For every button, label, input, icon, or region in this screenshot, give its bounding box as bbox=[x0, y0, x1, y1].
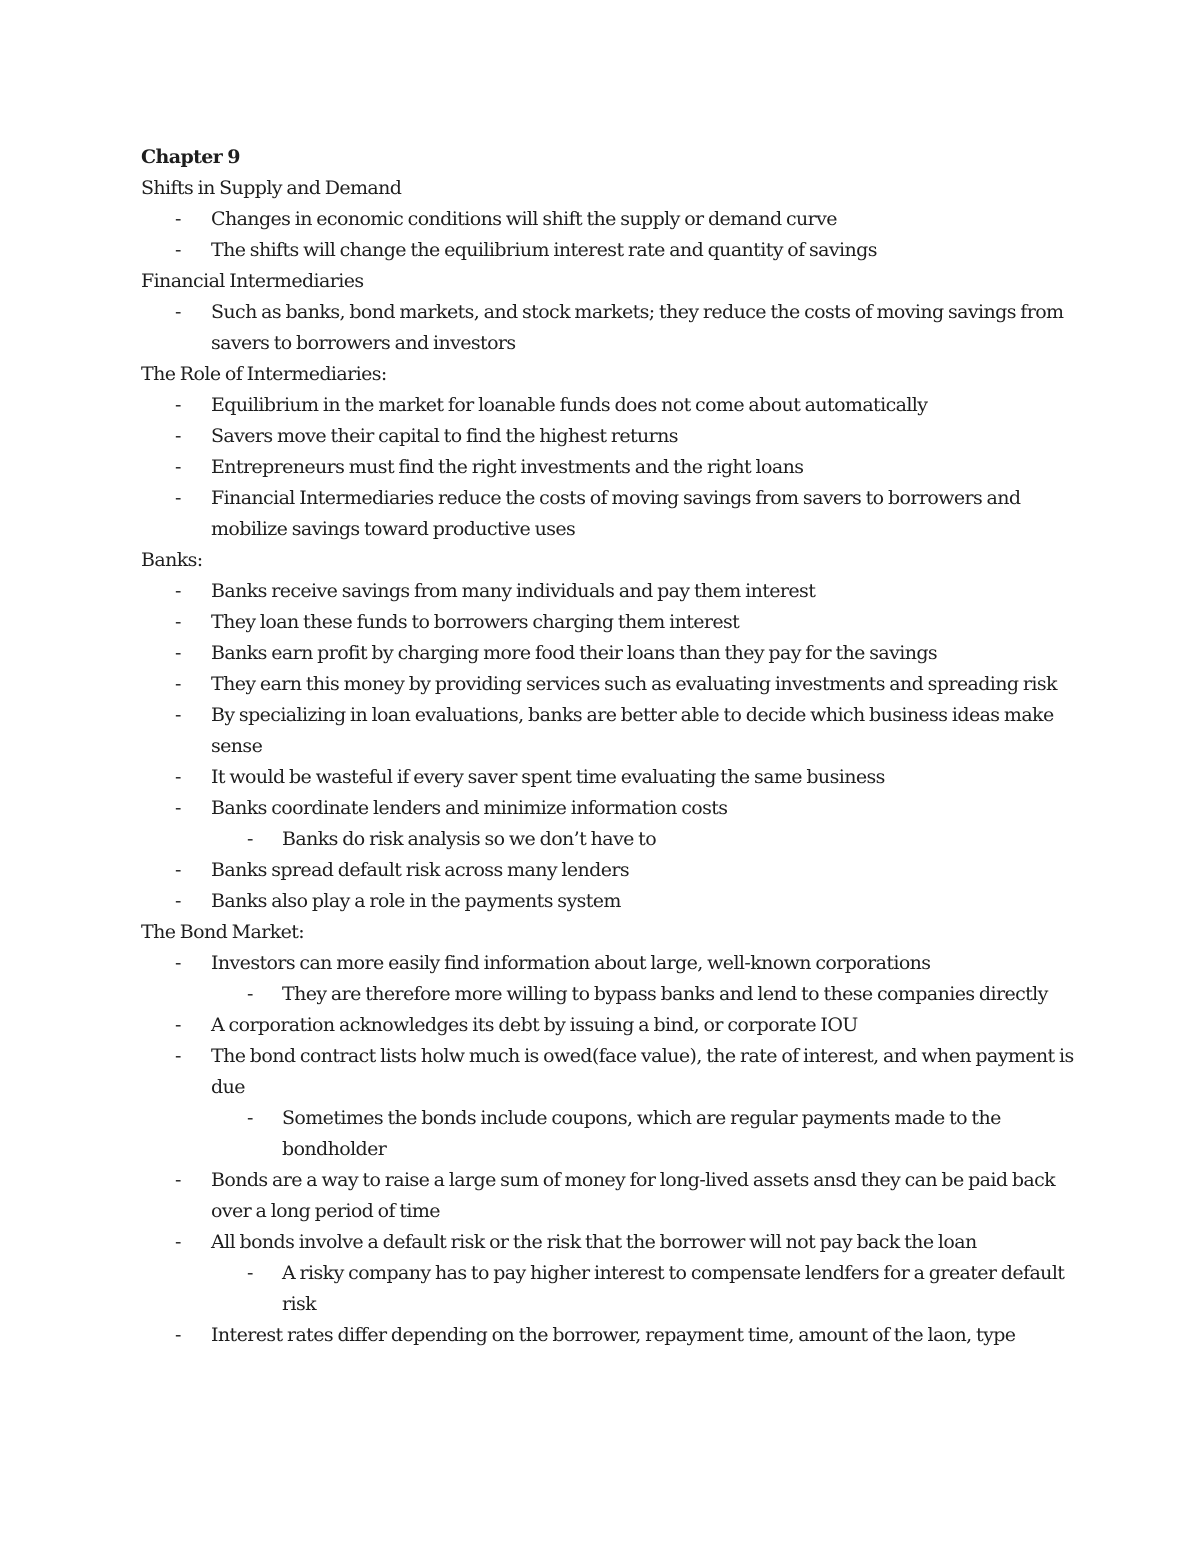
bullet-text: A corporation acknowledges its debt by issuing a bind, or corporate IOU bbox=[211, 1014, 858, 1036]
dash-bullet-marker: - bbox=[175, 1014, 181, 1036]
dash-bullet-marker: - bbox=[175, 425, 181, 447]
bullet-item bbox=[141, 607, 1081, 638]
dash-bullet-marker: - bbox=[175, 797, 181, 819]
bullet-text: Banks coordinate lenders and minimize information costs bbox=[211, 797, 728, 819]
bullet-text: Equilibrium in the market for loanable funds does not come about automatically bbox=[211, 394, 928, 416]
dash-bullet-marker: - bbox=[175, 487, 181, 509]
bullet-text: They earn this money by providing services such as evaluating investments and spreading risk bbox=[211, 673, 1057, 695]
dash-bullet-marker: - bbox=[175, 1231, 181, 1253]
bullet-text: All bonds involve a default risk or the risk that the borrower will not pay back the loan bbox=[211, 1231, 977, 1253]
section-heading: The Role of Intermediaries: bbox=[141, 363, 387, 385]
bullet-text: They are therefore more willing to bypass banks and lend to these companies directly bbox=[282, 983, 1048, 1005]
bullet-item bbox=[141, 204, 1081, 235]
bullet-item bbox=[141, 669, 1081, 700]
bullet-text: Banks spread default risk across many lenders bbox=[211, 859, 629, 881]
dash-bullet-marker: - bbox=[175, 301, 181, 323]
bullet-text: They loan these funds to borrowers charging them interest bbox=[211, 611, 740, 633]
bullet-text: Investors can more easily find information about large, well-known corporations bbox=[211, 952, 931, 974]
sub-bullet-item bbox=[141, 1103, 1081, 1165]
bullet-item bbox=[141, 793, 1081, 824]
bullet-item bbox=[141, 1010, 1081, 1041]
section-heading: Shifts in Supply and Demand bbox=[141, 177, 402, 199]
bullet-text: Bonds are a way to raise a large sum of money for long-lived assets ansd they can be paid back over a long period of time bbox=[211, 1169, 1056, 1222]
dash-bullet-marker: - bbox=[175, 642, 181, 664]
bullet-item bbox=[141, 855, 1081, 886]
bullet-text: Sometimes the bonds include coupons, which are regular payments made to the bondholder bbox=[282, 1107, 1001, 1160]
bullet-item bbox=[141, 700, 1081, 762]
bullet-item bbox=[141, 1227, 1081, 1258]
dash-bullet-marker: - bbox=[175, 1045, 181, 1067]
dash-bullet-marker: - bbox=[175, 208, 181, 230]
bullet-item bbox=[141, 762, 1081, 793]
dash-bullet-marker: - bbox=[175, 890, 181, 912]
bullet-text: Banks also play a role in the payments system bbox=[211, 890, 621, 912]
dash-bullet-marker: - bbox=[175, 673, 181, 695]
bullet-item bbox=[141, 886, 1081, 917]
dash-bullet-marker: - bbox=[247, 1262, 253, 1284]
bullet-text: Banks do risk analysis so we don’t have to bbox=[282, 828, 657, 850]
dash-bullet-marker: - bbox=[175, 766, 181, 788]
bullet-item bbox=[141, 1320, 1081, 1351]
dash-bullet-marker: - bbox=[175, 1169, 181, 1191]
bullet-text: Financial Intermediaries reduce the costs of moving savings from savers to borrowers and mobilize savings toward productive uses bbox=[211, 487, 1021, 540]
dash-bullet-marker: - bbox=[175, 611, 181, 633]
section-heading: The Bond Market: bbox=[141, 921, 305, 943]
bullet-item bbox=[141, 483, 1081, 545]
chapter-heading: Chapter 9 bbox=[141, 146, 240, 168]
document-body bbox=[141, 142, 1081, 1351]
bullet-item bbox=[141, 1165, 1081, 1227]
bullet-text: It would be wasteful if every saver spent time evaluating the same business bbox=[211, 766, 885, 788]
bullet-item bbox=[141, 235, 1081, 266]
bullet-item bbox=[141, 421, 1081, 452]
bullet-text: Changes in economic conditions will shift the supply or demand curve bbox=[211, 208, 837, 230]
bullet-item bbox=[141, 1041, 1081, 1103]
dash-bullet-marker: - bbox=[175, 1324, 181, 1346]
bullet-text: Savers move their capital to find the highest returns bbox=[211, 425, 678, 447]
dash-bullet-marker: - bbox=[175, 456, 181, 478]
bullet-text: Interest rates differ depending on the borrower, repayment time, amount of the laon, type bbox=[211, 1324, 1016, 1346]
section-heading: Financial Intermediaries bbox=[141, 270, 364, 292]
dash-bullet-marker: - bbox=[247, 828, 253, 850]
sub-bullet-item bbox=[141, 824, 1081, 855]
section-heading: Banks: bbox=[141, 549, 203, 571]
bullet-text: A risky company has to pay higher interest to compensate lendfers for a greater default risk bbox=[282, 1262, 1065, 1315]
dash-bullet-marker: - bbox=[247, 983, 253, 1005]
bullet-item bbox=[141, 576, 1081, 607]
bullet-text: The bond contract lists holw much is owed(face value), the rate of interest, and when payment is due bbox=[211, 1045, 1074, 1098]
bullet-text: By specializing in loan evaluations, banks are better able to decide which business ideas make sense bbox=[211, 704, 1054, 757]
bullet-item bbox=[141, 638, 1081, 669]
dash-bullet-marker: - bbox=[175, 704, 181, 726]
bullet-item bbox=[141, 948, 1081, 979]
bullet-text: Such as banks, bond markets, and stock markets; they reduce the costs of moving savings from savers to borrowers and investors bbox=[211, 301, 1064, 354]
dash-bullet-marker: - bbox=[175, 952, 181, 974]
bullet-item bbox=[141, 297, 1081, 359]
sub-bullet-item bbox=[141, 979, 1081, 1010]
dash-bullet-marker: - bbox=[175, 859, 181, 881]
dash-bullet-marker: - bbox=[175, 580, 181, 602]
sub-bullet-item bbox=[141, 1258, 1081, 1320]
bullet-text: The shifts will change the equilibrium interest rate and quantity of savings bbox=[211, 239, 877, 261]
dash-bullet-marker: - bbox=[175, 239, 181, 261]
bullet-item bbox=[141, 452, 1081, 483]
bullet-text: Banks earn profit by charging more food their loans than they pay for the savings bbox=[211, 642, 938, 664]
bullet-item bbox=[141, 390, 1081, 421]
dash-bullet-marker: - bbox=[247, 1107, 253, 1129]
bullet-text: Entrepreneurs must find the right investments and the right loans bbox=[211, 456, 804, 478]
dash-bullet-marker: - bbox=[175, 394, 181, 416]
bullet-text: Banks receive savings from many individuals and pay them interest bbox=[211, 580, 816, 602]
